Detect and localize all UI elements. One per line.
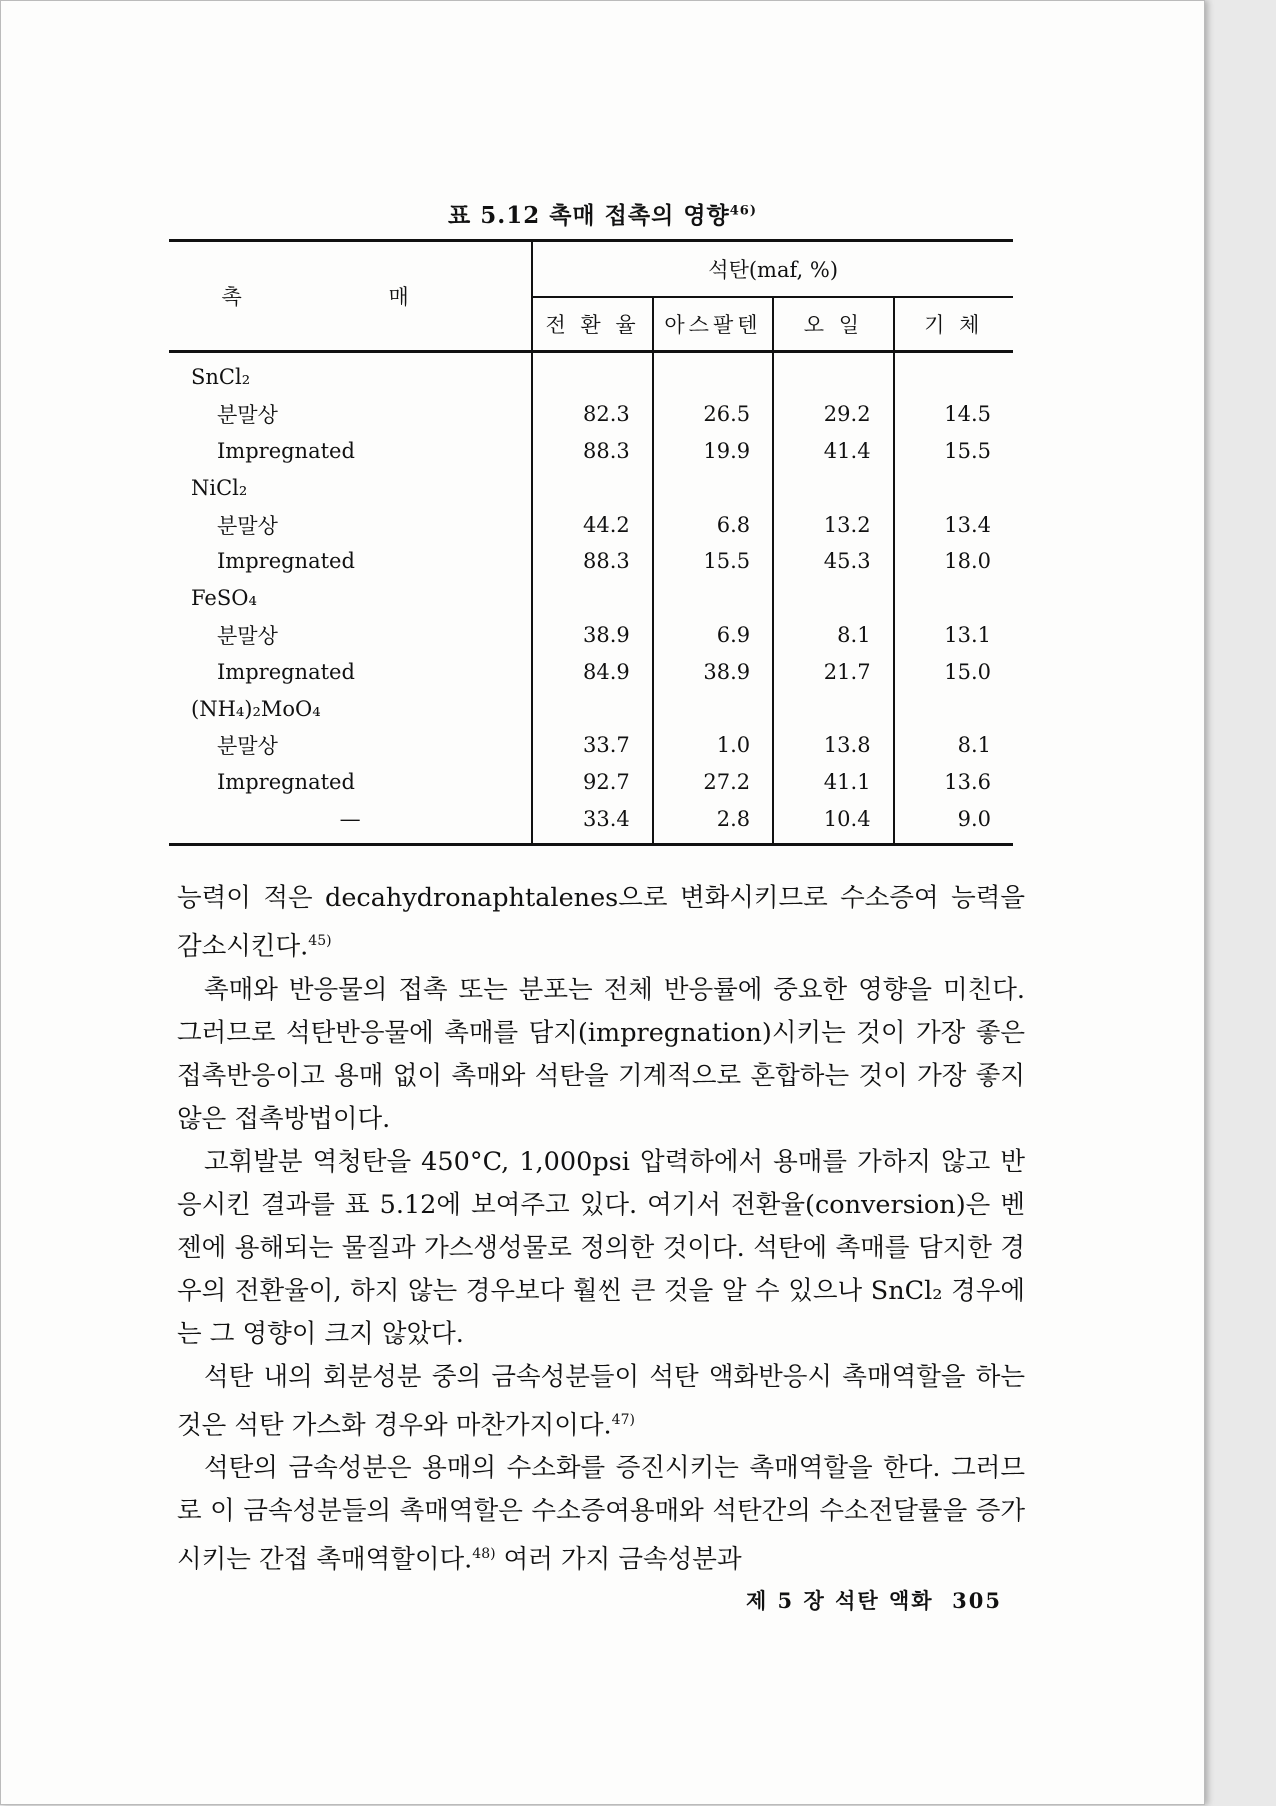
value-cell: 6.8 [653,506,773,543]
value-cell [773,690,893,727]
table-row [169,764,1013,801]
value-cell [653,580,773,617]
header-coal-group: 석탄(maf, %) [532,241,1013,298]
value-cell: 10.4 [773,801,893,845]
paragraph [177,1356,1025,1448]
header-oil: 오 일 [773,297,893,352]
value-cell [653,690,773,727]
value-cell: 33.7 [532,727,652,764]
table-row [169,396,1013,433]
catalyst-effect-table [169,239,1013,846]
value-cell [653,352,773,396]
paragraph [177,1447,1025,1582]
value-cell: 6.9 [653,617,773,654]
value-cell: 18.0 [894,543,1013,580]
value-cell [532,352,652,396]
table-row [169,801,1013,845]
value-cell: 88.3 [532,543,652,580]
paragraph-tail: 여러 가지 금속성분과 [495,1544,742,1575]
value-cell: 15.0 [894,653,1013,690]
value-cell: 14.5 [894,396,1013,433]
row-label: Impregnated [217,770,355,795]
value-cell: 13.1 [894,617,1013,654]
row-label: 분말상 [217,734,278,759]
value-cell [894,469,1013,506]
paragraph-text: 석탄의 금속성분은 용매의 수소화를 증진시키는 촉매역할을 한다. 그러므로 이 금속성분들의 촉매역할은 수소증여용매와 석탄간의 수소전달률을 증가시키는 간접 촉매역할이다. [177,1453,1025,1575]
value-cell: 13.2 [773,506,893,543]
value-cell: 15.5 [894,433,1013,470]
paragraph-text: 능력이 적은 decahydronaphtalenes으로 변화시키므로 수소증여 능력을 감소시킨다. [177,883,1025,962]
row-label: 분말상 [217,623,278,648]
value-cell: 38.9 [653,653,773,690]
value-cell: 2.8 [653,801,773,845]
table-row [169,433,1013,470]
table-row [169,469,1013,506]
value-cell: 29.2 [773,396,893,433]
value-cell: 84.9 [532,653,652,690]
row-label: Impregnated [217,659,355,684]
row-label: Impregnated [217,549,355,574]
value-cell: 9.0 [894,801,1013,845]
citation-ref: 47) [611,1411,635,1428]
value-cell [653,469,773,506]
value-cell [773,469,893,506]
table-caption [1,197,1204,230]
paragraph-text: 석탄 내의 회분성분 중의 금속성분들이 석탄 액화반응시 촉매역할을 하는 것은 석탄 가스화 경우와 마찬가지이다. [177,1361,1025,1440]
citation-ref: 45) [308,933,332,949]
table-body [169,352,1013,845]
value-cell: 13.8 [773,727,893,764]
value-cell: 26.5 [653,396,773,433]
value-cell [773,352,893,396]
value-cell [532,469,652,506]
body-text [177,877,1025,1582]
table-row [169,617,1013,654]
value-cell: 27.2 [653,764,773,801]
value-cell: 13.4 [894,506,1013,543]
value-cell: 33.4 [532,801,652,845]
table-row [169,690,1013,727]
table-row [169,352,1013,396]
value-cell: 8.1 [773,617,893,654]
value-cell: 44.2 [532,506,652,543]
header-gas: 기 체 [894,297,1013,352]
value-cell: 88.3 [532,433,652,470]
value-cell [773,580,893,617]
paragraph [177,969,1025,1141]
header-catalyst: 촉 매 [169,241,532,352]
paragraph-text: 고휘발분 역청탄을 450°C, 1,000psi 압력하에서 용매를 가하지 않고 반응시킨 결과를 표 5.12에 보여주고 있다. 여기서 전환율(conversion)은 벤젠에 용해되는 물질과 가스생성물로 정의한 것이다. 석탄에 촉매를 담지한 경우의 전환율이, 하지 않는 경우보다 훨씬 큰 것을 알 수 있으나 SnCl₂ 경우에는 그 영향이 크지 않았다. [177,1146,1025,1349]
value-cell: 82.3 [532,396,652,433]
value-cell: 41.4 [773,433,893,470]
table-row [169,580,1013,617]
value-cell: 8.1 [894,727,1013,764]
page-footer [746,1585,1002,1615]
table-caption-ref: 46) [729,203,758,219]
value-cell: 41.1 [773,764,893,801]
row-label: NiCl₂ [191,475,248,500]
row-label: — [169,801,532,845]
value-cell: 21.7 [773,653,893,690]
value-cell: 92.7 [532,764,652,801]
value-cell: 38.9 [532,617,652,654]
value-cell: 15.5 [653,543,773,580]
table-row [169,543,1013,580]
paragraph-text: 촉매와 반응물의 접촉 또는 분포는 전체 반응률에 중요한 영향을 미친다. 그러므로 석탄반응물에 촉매를 담지(impregnation)시키는 것이 가장 좋은 접촉반응이고 용매 없이 촉매와 석탄을 기계적으로 혼합하는 것이 가장 좋지 않은 접촉방법이다. [177,974,1025,1134]
row-label: SnCl₂ [191,365,251,390]
row-label: (NH₄)₂MoO₄ [191,696,321,721]
value-cell: 1.0 [653,727,773,764]
value-cell [894,580,1013,617]
row-label: Impregnated [217,438,355,463]
header-conversion: 전 환 율 [532,297,652,352]
row-label: 분말상 [217,513,278,538]
table-row [169,506,1013,543]
header-asphaltene: 아스팔텐 [653,297,773,352]
value-cell: 13.6 [894,764,1013,801]
table-row [169,653,1013,690]
value-cell [532,580,652,617]
row-label: 분말상 [217,403,278,428]
paragraph [177,877,1025,969]
value-cell [532,690,652,727]
value-cell: 19.9 [653,433,773,470]
table-row [169,727,1013,764]
row-label: FeSO₄ [191,586,257,611]
chapter-title: 제 5 장 석탄 액화 [745,1588,934,1613]
page-number: 305 [952,1588,1002,1613]
citation-ref: 48) [472,1546,496,1562]
table-caption-text: 표 5.12 촉매 접촉의 영향 [447,202,730,229]
value-cell [894,690,1013,727]
value-cell [894,352,1013,396]
paragraph [177,1141,1025,1356]
value-cell: 45.3 [773,543,893,580]
